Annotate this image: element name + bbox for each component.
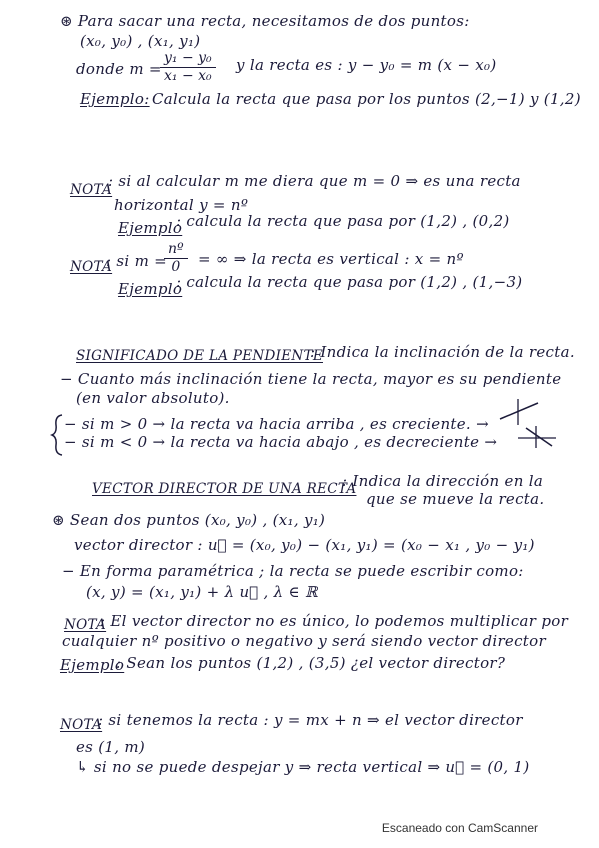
note-line: (en valor absoluto).	[76, 389, 230, 407]
note-line: : Indica la inclinación de la recta.	[310, 343, 575, 361]
nota-label: NOTA	[70, 259, 113, 275]
note-line: ⊛ Para sacar una recta, necesitamos de dos puntos:	[60, 12, 470, 30]
note-line: : si al calcular m me diera que m = 0 ⇒ es una recta	[108, 172, 521, 190]
note-line: (x, y) = (x₁, y₁) + λ u⃗ , λ ∈ ℝ	[86, 583, 318, 601]
note-line: : si m =	[106, 252, 168, 270]
example-label: Ejemplo	[60, 656, 125, 674]
section-title: SIGNIFICADO DE LA PENDIENTE	[76, 348, 323, 364]
fraction-denominator: x₁ − x₀	[164, 68, 212, 84]
note-line: ⊛ Sean dos puntos (x₀, y₀) , (x₁, y₁)	[52, 511, 326, 529]
example-label: Ejemplo	[118, 280, 183, 298]
note-line: donde m =	[76, 60, 162, 78]
fraction-numerator: y₁ − y₀	[160, 50, 216, 68]
note-line: − si m < 0 → la recta va hacia abajo , es decreciente →	[64, 433, 498, 451]
note-line: Calcula la recta que pasa por los puntos (2,−1) y (1,2)	[152, 90, 581, 108]
note-line: cualquier nº positivo o negativo y será siendo vector director	[62, 632, 546, 650]
note-line: − si m > 0 → la recta va hacia arriba , es creciente. →	[64, 415, 489, 433]
note-line: : Indica la dirección en la	[342, 472, 544, 490]
nota-label: NOTA	[64, 617, 107, 633]
scanner-watermark-text: Escaneado con CamScanner	[381, 821, 538, 835]
note-line: (x₀, y₀) , (x₁, y₁)	[80, 32, 201, 50]
vertical-slope-fraction	[164, 241, 188, 276]
scanner-footer	[0, 800, 599, 848]
fraction-numerator: nº	[164, 241, 188, 259]
note-line: que se mueve la recta.	[366, 490, 545, 508]
note-line: : calcula la recta que pasa por (1,2) , (1,−3)	[176, 273, 523, 291]
note-line: ↳ si no se puede despejar y ⇒ recta vertical ⇒ u⃗ = (0, 1)	[76, 758, 530, 776]
note-line: : Sean los puntos (1,2) , (3,5) ¿el vector director?	[116, 654, 506, 672]
nota-label: NOTA	[60, 717, 103, 733]
note-line: : El vector director no es único, lo podemos multiplicar por	[100, 612, 569, 630]
nota-label: NOTA	[70, 182, 113, 198]
note-line: : calcula la recta que pasa por (1,2) , (0,2)	[176, 212, 510, 230]
example-label: Ejemplo	[118, 219, 183, 237]
note-line: − En forma paramétrica ; la recta se puede escribir como:	[62, 562, 524, 580]
slope-fraction	[160, 50, 216, 85]
note-line: horizontal y = nº	[114, 196, 249, 214]
example-label: Ejemplo:	[80, 90, 150, 108]
decreasing-line-icon	[516, 424, 558, 454]
note-line: : si tenemos la recta : y = mx + n ⇒ el vector director	[98, 711, 523, 729]
note-line: = ∞ ⇒ la recta es vertical : x = nº	[198, 250, 464, 268]
note-line: − Cuanto más inclinación tiene la recta, mayor es su pendiente	[60, 370, 562, 388]
note-line: y la recta es : y − y₀ = m (x − x₀)	[236, 56, 497, 74]
fraction-denominator: 0	[171, 259, 181, 275]
section-title: VECTOR DIRECTOR DE UNA RECTA	[92, 481, 357, 497]
note-line: vector director : u⃗ = (x₀, y₀) − (x₁, y₁) = (x₀ − x₁ , y₀ − y₁)	[74, 536, 535, 554]
note-line: es (1, m)	[76, 738, 146, 756]
brace-icon	[50, 413, 64, 461]
